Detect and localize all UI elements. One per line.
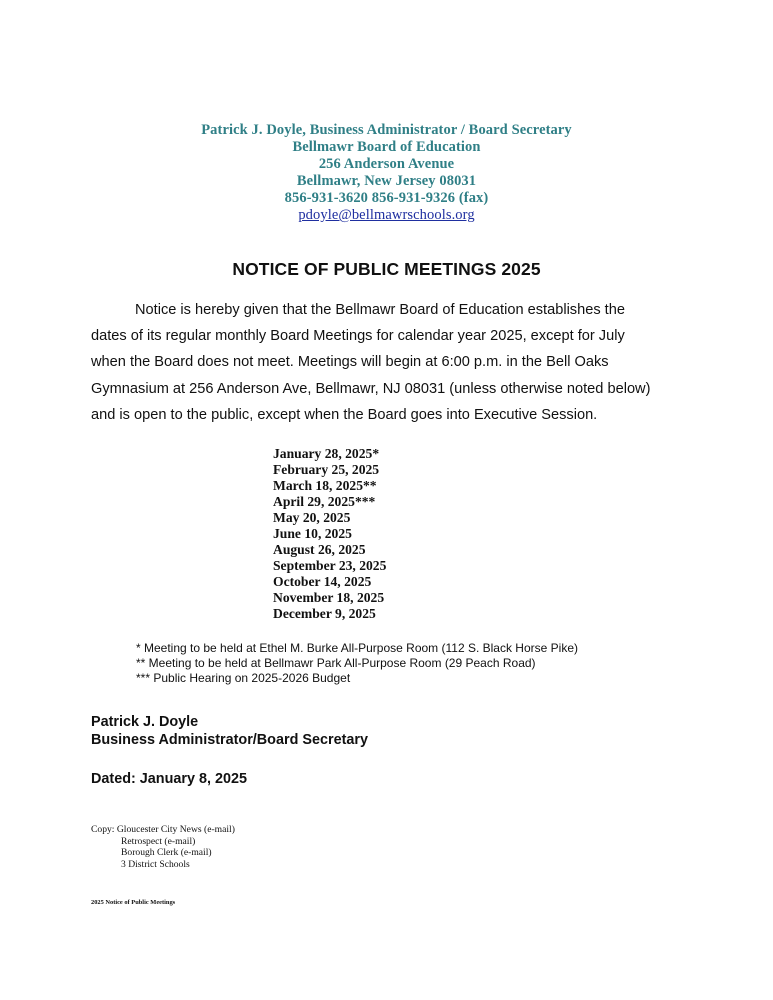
notice-paragraph — [91, 297, 691, 428]
letterhead-phone-fax: 856-931-3620 856-931-9326 (fax) — [284, 190, 489, 206]
copy-recipient: Borough Clerk (e-mail) — [121, 847, 212, 859]
letterhead-city-state-zip: Bellmawr, New Jersey 08031 — [296, 173, 477, 189]
copy-recipient: Retrospect (e-mail) — [121, 835, 196, 847]
footnotes — [136, 641, 578, 686]
signature-name: Patrick J. Doyle — [91, 714, 199, 730]
copy-recipient: Gloucester City News (e-mail) — [116, 824, 235, 835]
paragraph-line: and is open to the public, except when the Board goes into Executive Session. — [91, 406, 598, 423]
meeting-date: May 20, 2025 — [273, 510, 351, 525]
meeting-date: December 9, 2025 — [273, 606, 376, 621]
footnote: ** Meeting to be held at Bellmawr Park All-Purpose Room (29 Peach Road) — [136, 656, 536, 670]
meeting-date: September 23, 2025 — [273, 558, 387, 573]
meeting-date: October 14, 2025 — [273, 574, 372, 589]
meeting-date: November 18, 2025 — [273, 590, 385, 605]
meeting-date: March 18, 2025** — [273, 478, 377, 493]
letterhead — [0, 122, 773, 224]
letterhead-name-title: Patrick J. Doyle, Business Administrator / Board Secretary — [201, 122, 572, 138]
meeting-date: February 25, 2025 — [273, 462, 380, 477]
footnote: *** Public Hearing on 2025-2026 Budget — [136, 671, 351, 685]
dated-line: Dated: January 8, 2025 — [91, 771, 247, 787]
copy-recipient: 3 District Schools — [121, 858, 190, 870]
meeting-date: August 26, 2025 — [273, 542, 366, 557]
paragraph-line: Notice is hereby given that the Bellmawr Board of Education establishes the — [135, 302, 625, 318]
paragraph-line: Gymnasium at 256 Anderson Ave, Bellmawr, NJ 08031 (unless otherwise noted below) — [91, 380, 651, 397]
copy-label: Copy: — [91, 824, 115, 835]
letterhead-email-link[interactable]: pdoyle@bellmawrschools.org — [298, 207, 475, 223]
meeting-date: April 29, 2025*** — [273, 494, 376, 509]
signature-block — [91, 713, 368, 749]
footnote: * Meeting to be held at Ethel M. Burke All-Purpose Room (112 S. Black Horse Pike) — [136, 641, 578, 655]
letterhead-organization: Bellmawr Board of Education — [292, 139, 481, 155]
signature-title: Business Administrator/Board Secretary — [91, 732, 368, 748]
letterhead-street-address: 256 Anderson Avenue — [318, 156, 455, 172]
meeting-date: January 28, 2025* — [273, 446, 380, 461]
paragraph-line: when the Board does not meet. Meetings will begin at 6:00 p.m. in the Bell Oaks — [91, 354, 609, 371]
meeting-date: June 10, 2025 — [273, 526, 352, 541]
meeting-dates-list — [273, 446, 386, 622]
page-title: NOTICE OF PUBLIC MEETINGS 2025 — [232, 259, 541, 279]
paragraph-line: dates of its regular monthly Board Meetings for calendar year 2025, except for July — [91, 328, 625, 345]
document-footer: 2025 Notice of Public Meetings — [91, 899, 176, 906]
copy-list — [91, 824, 235, 870]
